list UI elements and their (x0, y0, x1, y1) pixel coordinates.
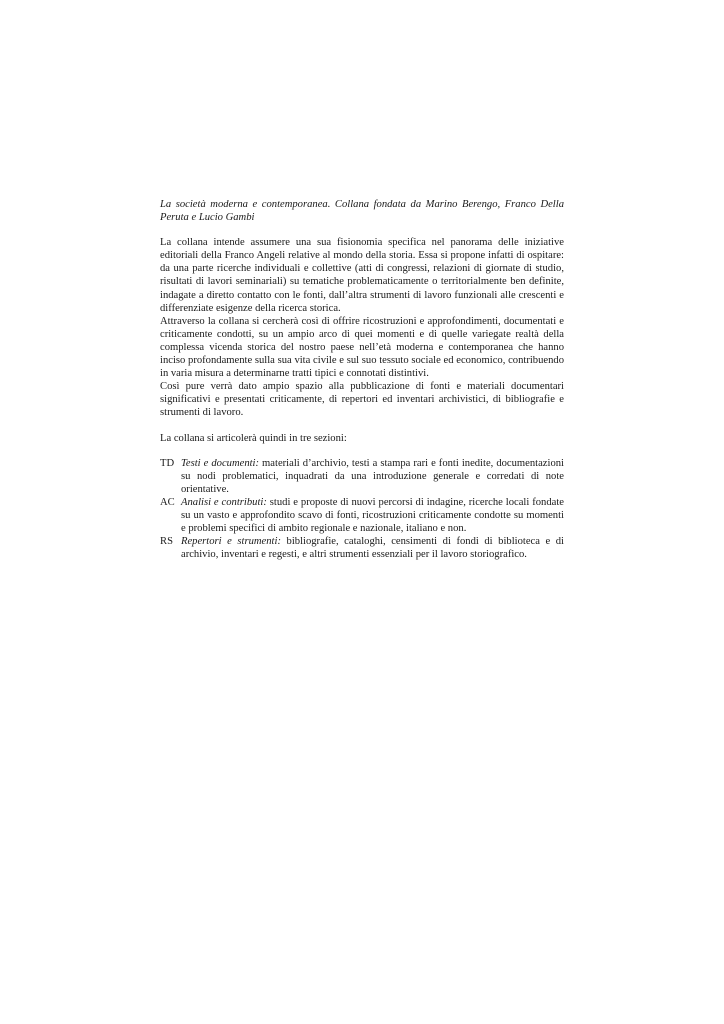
section-item-td (160, 457, 564, 496)
sections-intro: La collana si articolerà quindi in tre sezioni: (160, 432, 347, 444)
paragraph-aims: Attraverso la collana si cercherà così di offrire ricostruzioni e approfondimenti, documentati e criticamente condotti, su un ampio arco di quei momenti e di quelle variegate realtà della complessa vicenda storica del nostro paese nell’età moderna e contemporanea che hanno inciso profondamente sulla sua vita civile e sul suo tessuto sociale ed economico, contribuendo in varia misura a determinarne tratti tipici e connotati distintivi. (160, 315, 564, 380)
section-description: materiali d’archivio, testi a stampa rari e fonti inedite, documentazioni su nodi problematici, inquadrati da una introduzione generale e corredati di note orientative. (181, 457, 564, 495)
sections-list (160, 457, 564, 562)
section-name: Analisi e contributi: (181, 496, 267, 508)
section-description: bibliografie, cataloghi, censimenti di fondi di biblioteca e di archivio, inventari e regesti, e altri strumenti essenziali per il lavoro storiografico. (181, 536, 565, 561)
section-item-ac (160, 496, 564, 535)
paragraph-intro: La collana intende assumere una sua fisionomia specifica nel panorama delle iniziative editoriali della Franco Angeli relative al mondo della storia. Essa si propone infatti di ospitare: da una parte ricerche individuali e collettive (atti di congressi, relazioni di giornate di studio, risultati di lavori seminariali) su tematiche problematicamente o territorialmente ben definite, indagate a diretto contatto con le fonti, dall’altra strumenti di lavoro funzionali alle crescenti e differenziate esigenze della ricerca storica. (160, 237, 564, 314)
series-title: La società moderna e contemporanea. Collana fondata da Marino Berengo, Franco Della Peruta e Lucio Gambi (160, 199, 564, 224)
section-name: Repertori e strumenti: (181, 536, 281, 548)
section-code: AC (160, 496, 175, 508)
section-name: Testi e documenti: (181, 457, 260, 469)
section-item-rs (160, 535, 564, 561)
paragraph-sources: Così pure verrà dato ampio spazio alla pubblicazione di fonti e materiali documentari significativi e presentati criticamente, di repertori ed inventari archivistici, di bibliografie e strumenti di lavoro. (160, 381, 564, 419)
series-description-page (160, 198, 564, 561)
section-code: RS (160, 536, 173, 548)
section-code: TD (160, 457, 175, 469)
section-description: studi e proposte di nuovi percorsi di indagine, ricerche locali fondate su un vasto e approfondito scavo di fonti, ricostruzioni criticamente condotte su momenti e problemi specifici di ambito regionale e nazionale, italiano e non. (181, 496, 564, 535)
